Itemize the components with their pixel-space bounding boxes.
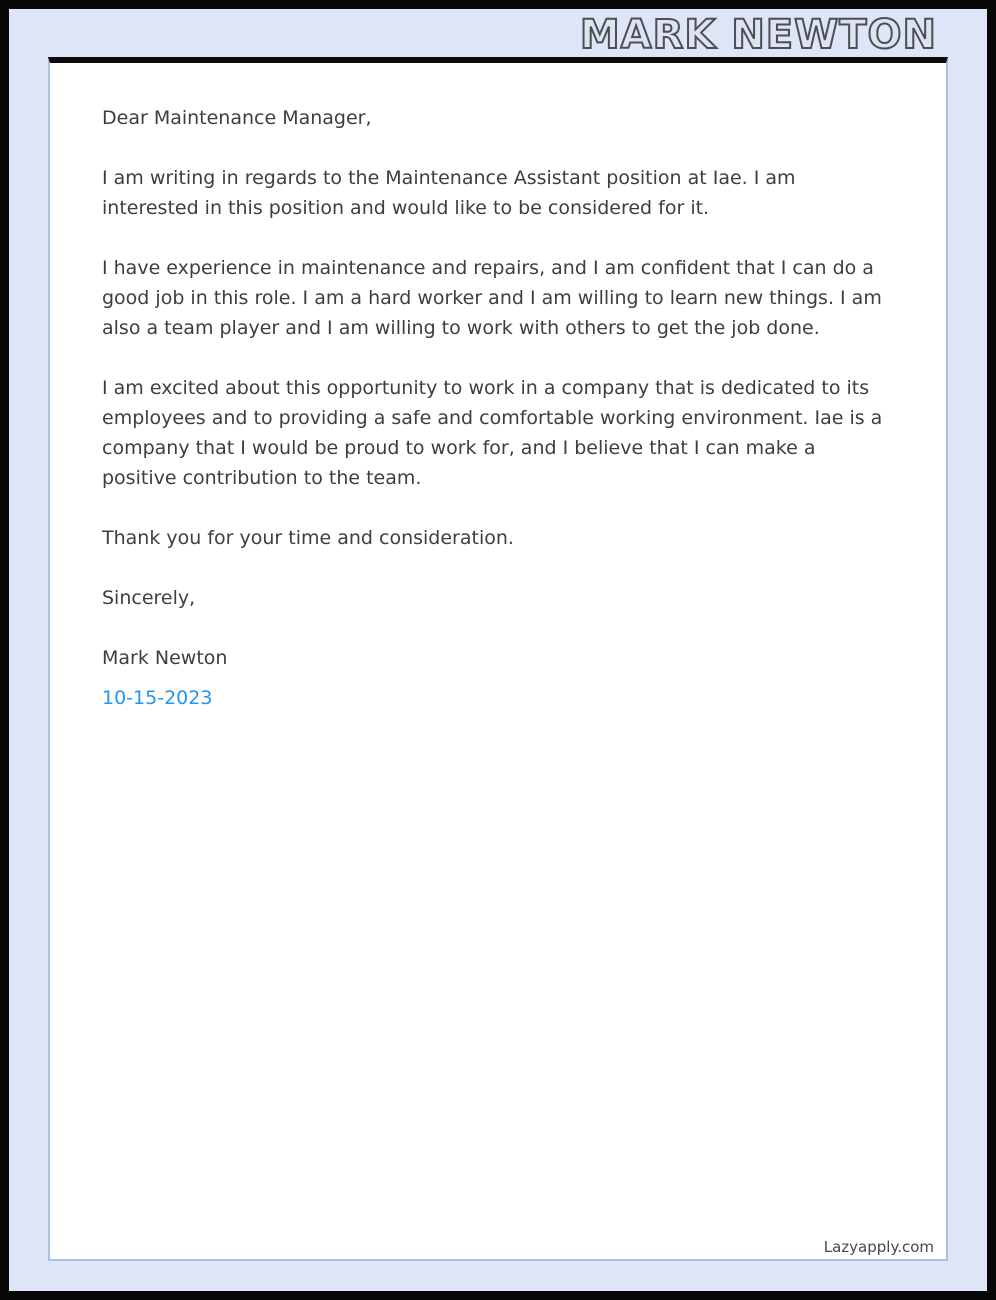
paragraph-2: I have experience in maintenance and repairs, and I am confident that I can do a good job in this role. I am a hard worker and I am willing to learn new things. I am also a team player and I am willing to work with others to get the job done. <box>102 257 882 339</box>
signature-name: Mark Newton <box>102 647 228 669</box>
closing: Sincerely, <box>102 587 196 609</box>
paragraph-3: I am excited about this opportunity to work in a company that is dedicated to its employees and to providing a safe and comfortable working environment. Iae is a company that I would be proud to work for, and I believe that I can make a positive contribution to the team. <box>102 377 883 489</box>
letter-date[interactable]: 10-15-2023 <box>102 687 213 709</box>
letter-page <box>48 57 948 1261</box>
salutation: Dear Maintenance Manager, <box>102 107 372 129</box>
paragraph-1: I am writing in regards to the Maintenance Assistant position at Iae. I am interested in this position and would like to be considered for it. <box>102 167 796 219</box>
footer-brand: Lazyapply.com <box>823 1238 934 1256</box>
thank-you-line: Thank you for your time and consideration. <box>102 527 514 549</box>
letter-body <box>50 63 946 713</box>
header-name: MARK NEWTON <box>579 12 937 58</box>
